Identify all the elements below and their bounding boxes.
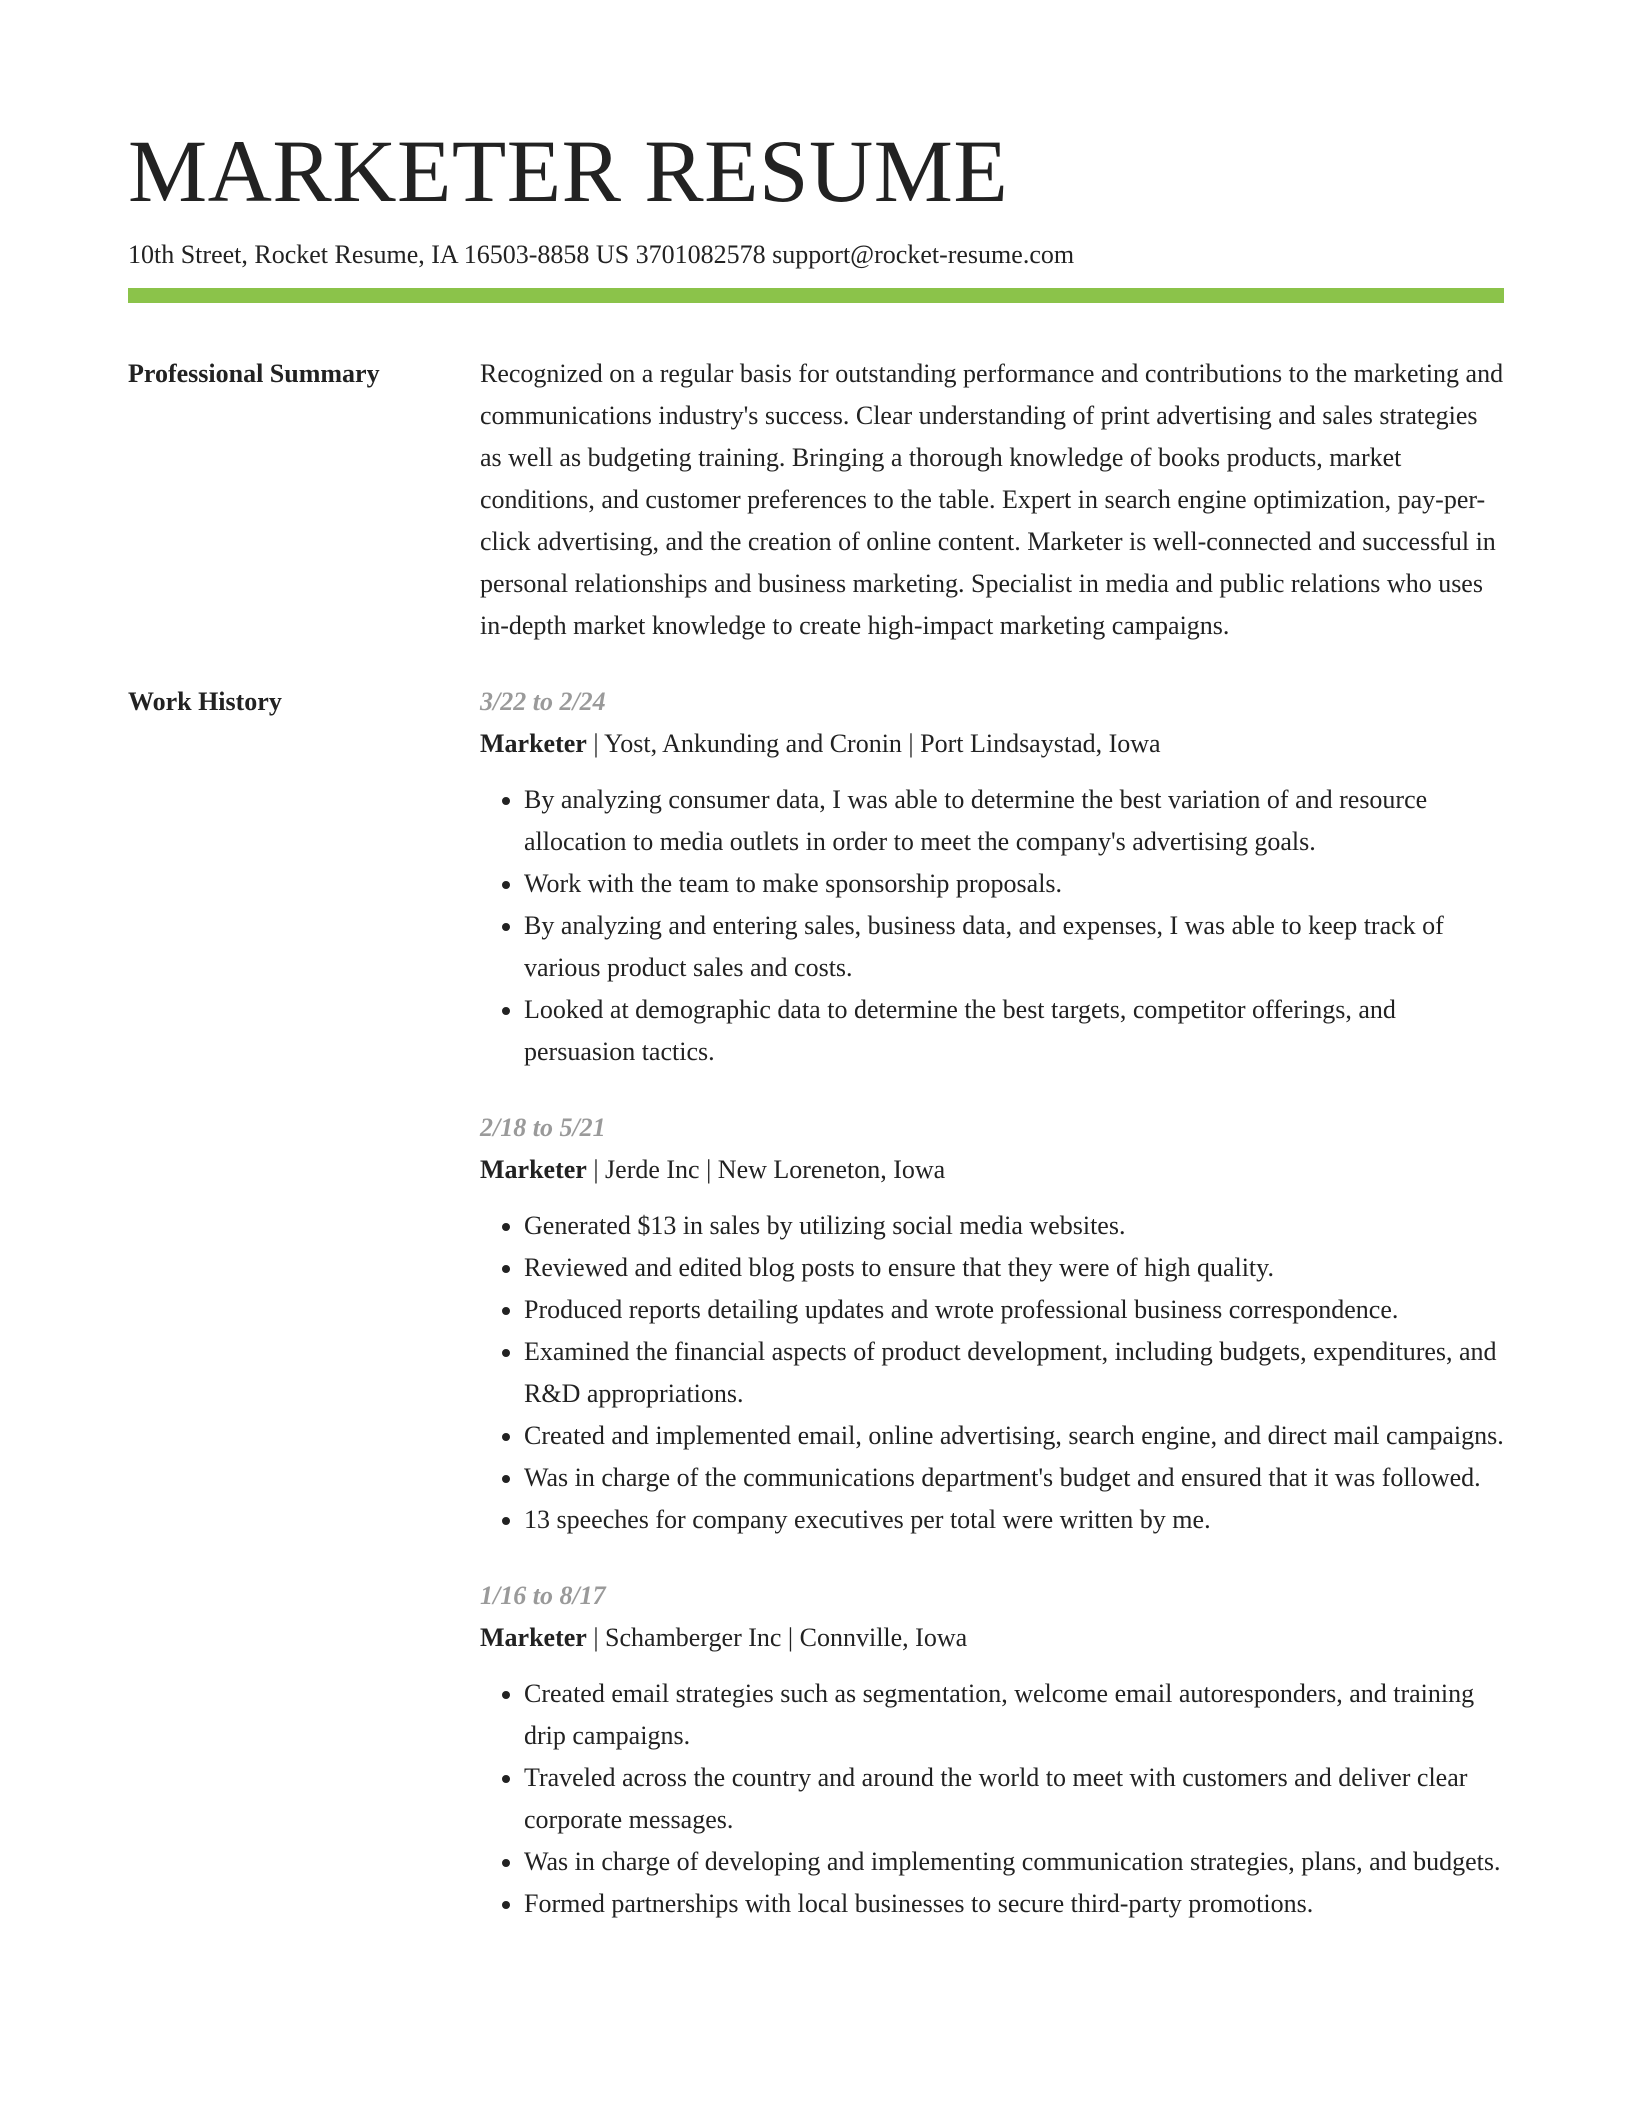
- job-title: Marketer: [480, 1155, 587, 1184]
- job-bullet-list: [480, 1673, 1504, 1925]
- job-heading: [480, 1617, 1504, 1659]
- section-content: [480, 353, 1504, 647]
- job-bullet: • Examined the financial aspects of product development, including budgets, expenditures, and R&D appropriations.: [524, 1331, 1504, 1415]
- job-dates: 2/18 to 5/21: [480, 1113, 606, 1142]
- job-bullet: • Formed partnerships with local businesses to secure third-party promotions.: [524, 1883, 1504, 1925]
- section-label: Work History: [128, 687, 282, 716]
- contact-info: 10th Street, Rocket Resume, IA 16503-8858 US 3701082578 support@rocket-resume.com: [128, 240, 1075, 269]
- job-dates: 3/22 to 2/24: [480, 687, 606, 716]
- job-list: [480, 681, 1504, 1959]
- job-bullet: • Reviewed and edited blog posts to ensure that they were of high quality.: [524, 1247, 1504, 1289]
- job-bullet: • By analyzing and entering sales, business data, and expenses, I was able to keep track of various product sales and costs.: [524, 905, 1504, 989]
- job-bullet-list: [480, 1205, 1504, 1541]
- job-employer-location: | Schamberger Inc | Connville, Iowa: [586, 1623, 968, 1652]
- job-heading: [480, 723, 1504, 765]
- job-entry: [480, 1575, 1504, 1925]
- section-label: Professional Summary: [128, 359, 380, 388]
- job-bullet: • Created email strategies such as segmentation, welcome email autoresponders, and training drip campaigns.: [524, 1673, 1504, 1757]
- job-heading: [480, 1149, 1504, 1191]
- job-title: Marketer: [480, 1623, 587, 1652]
- resume-page: [128, 0, 1504, 1959]
- job-bullet-list: [480, 779, 1504, 1073]
- work-history-section: [128, 681, 1504, 1959]
- job-bullet: • 13 speeches for company executives per total were written by me.: [524, 1499, 1504, 1541]
- job-dates: 1/16 to 8/17: [480, 1581, 606, 1610]
- job-bullet: • Was in charge of the communications department's budget and ensured that it was followed.: [524, 1457, 1504, 1499]
- job-employer-location: | Yost, Ankunding and Cronin | Port Lindsaystad, Iowa: [586, 729, 1161, 758]
- header-divider: [128, 288, 1504, 303]
- job-bullet: • Produced reports detailing updates and wrote professional business correspondence.: [524, 1289, 1504, 1331]
- job-bullet: • Was in charge of developing and implementing communication strategies, plans, and budgets.: [524, 1841, 1504, 1883]
- job-entry: [480, 681, 1504, 1073]
- job-bullet: • Looked at demographic data to determine the best targets, competitor offerings, and persuasion tactics.: [524, 989, 1504, 1073]
- professional-summary-section: [128, 353, 1504, 647]
- job-bullet: • Traveled across the country and around the world to meet with customers and deliver clear corporate messages.: [524, 1757, 1504, 1841]
- job-title: Marketer: [480, 729, 587, 758]
- job-bullet: • Generated $13 in sales by utilizing social media websites.: [524, 1205, 1504, 1247]
- job-entry: [480, 1107, 1504, 1541]
- job-bullet: • Work with the team to make sponsorship proposals.: [524, 863, 1504, 905]
- job-bullet: • By analyzing consumer data, I was able to determine the best variation of and resource allocation to media outlets in order to meet the company's advertising goals.: [524, 779, 1504, 863]
- page-title: MARKETER RESUME: [128, 123, 1009, 221]
- job-employer-location: | Jerde Inc | New Loreneton, Iowa: [586, 1155, 946, 1184]
- summary-text: Recognized on a regular basis for outstanding performance and contributions to the marketing and communications industry's success. Clear understanding of print advertising and sales strategies as well as budgeting training. Bringing a thorough knowledge of books products, market conditions, and customer preferences to the table. Expert in search engine optimization, pay-per-click advertising, and the creation of online content. Marketer is well-connected and successful in personal relationships and business marketing. Specialist in media and public relations who uses in-depth market knowledge to create high-impact marketing campaigns.: [480, 359, 1504, 640]
- job-bullet: • Created and implemented email, online advertising, search engine, and direct mail campaigns.: [524, 1415, 1504, 1457]
